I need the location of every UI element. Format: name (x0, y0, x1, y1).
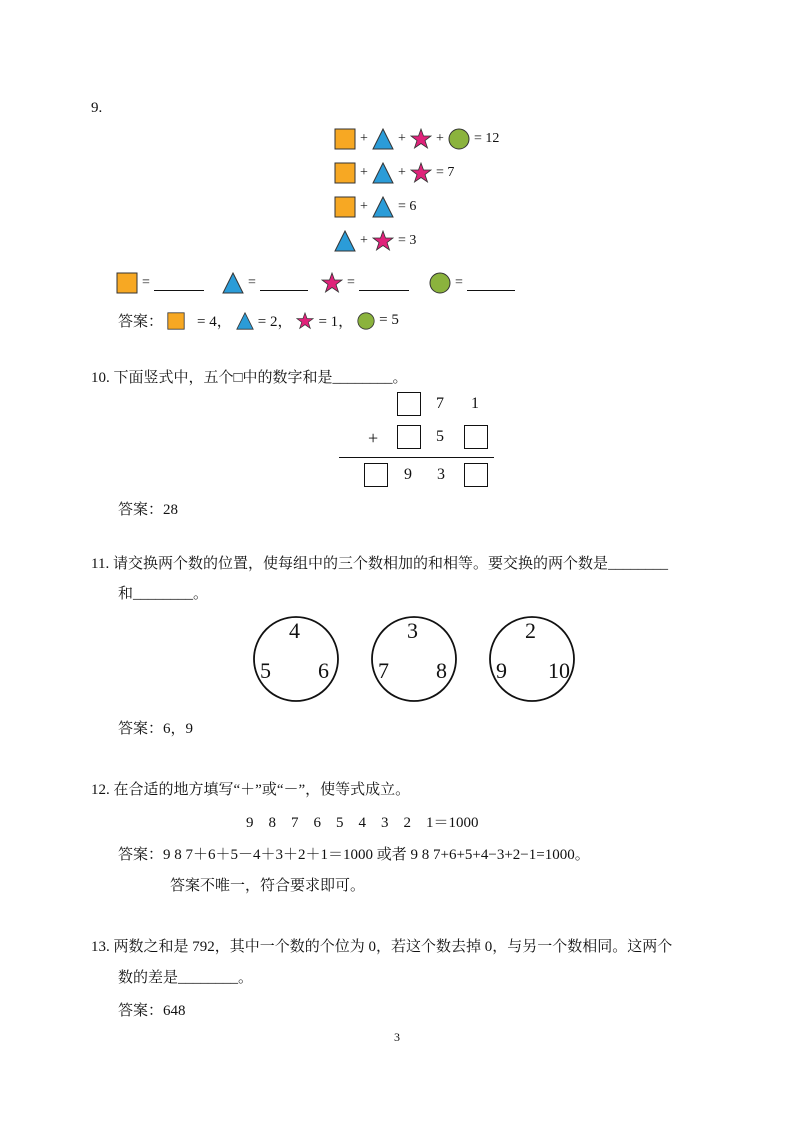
q9-blank-triangle (222, 272, 308, 294)
number-circle (370, 615, 458, 703)
q9-equation-2 (334, 162, 454, 184)
star-icon (410, 162, 432, 184)
q12-answer: 答案：9 8 7＋6＋5－4＋3＋2＋1＝1000 或者 9 8 7+6+5+4−3+2−1=1000。 (118, 847, 590, 863)
square-icon (334, 128, 356, 150)
q10-answer: 答案：28 (118, 502, 179, 518)
circle-number-right: 8 (436, 658, 447, 683)
question-9-number: 9. (91, 100, 103, 116)
q9-blank-star (321, 272, 409, 294)
plus-sign: + (368, 428, 379, 448)
equals-value: = 12 (474, 131, 500, 146)
answer-blank[interactable] (260, 276, 308, 291)
digit: 9 (404, 466, 412, 483)
answer-value: = 4， (197, 314, 232, 330)
equals-value: = 7 (436, 165, 455, 180)
q9-blank-circle (429, 272, 515, 294)
triangle-icon (222, 272, 244, 294)
equals-value: = 6 (398, 199, 417, 214)
digit: 3 (437, 466, 445, 483)
answer-value: = 2， (257, 314, 293, 330)
q9-answer (118, 310, 399, 331)
q12-equation: 9 8 7 6 5 4 3 2 1＝1000 (246, 815, 479, 831)
circle-number-left: 9 (496, 658, 507, 683)
circle-number-left: 7 (378, 658, 389, 683)
circle-icon (357, 312, 375, 330)
plus-sign: + (360, 233, 368, 248)
circle-number-top: 2 (525, 618, 536, 643)
answer-value: = 1， (318, 314, 354, 330)
triangle-icon (236, 312, 254, 330)
triangle-icon (372, 196, 394, 218)
answer-label: 答案： (118, 314, 164, 330)
answer-blank[interactable] (154, 276, 204, 291)
question-13-line2: 数的差是________。 (118, 970, 254, 986)
question-11-line2: 和________。 (118, 586, 209, 602)
star-icon (321, 272, 343, 294)
circle-number-left: 5 (260, 658, 271, 683)
answer-blank[interactable] (359, 276, 409, 291)
equals-sign: = (455, 275, 463, 290)
circle-number-top: 4 (289, 618, 300, 643)
digit-box[interactable] (464, 425, 488, 449)
q11-answer: 答案：6，9 (118, 721, 194, 737)
square-icon (334, 162, 356, 184)
q9-equation-4 (334, 230, 416, 252)
triangle-icon (334, 230, 356, 252)
digit-box[interactable] (397, 425, 421, 449)
square-icon (167, 312, 185, 330)
question-10-text: 10. 下面竖式中，五个□中的数字和是________。 (91, 370, 408, 386)
plus-sign: + (360, 131, 368, 146)
q9-blank-square (116, 272, 204, 294)
q9-equation-3 (334, 196, 416, 218)
digit-box[interactable] (464, 463, 488, 487)
star-icon (372, 230, 394, 252)
plus-sign: + (398, 165, 406, 180)
q9-equation-1 (334, 128, 499, 150)
digit: 7 (436, 395, 444, 412)
digit: 5 (436, 428, 444, 445)
star-icon (296, 312, 314, 330)
square-icon (116, 272, 138, 294)
plus-sign: + (360, 199, 368, 214)
triangle-icon (372, 128, 394, 150)
digit: 1 (471, 395, 479, 412)
q12-note: 答案不唯一，符合要求即可。 (170, 878, 366, 894)
q13-answer: 答案：648 (118, 1003, 186, 1019)
sum-line (339, 457, 494, 458)
circle-number-right: 6 (318, 658, 329, 683)
equals-sign: = (248, 275, 256, 290)
question-13-line1: 13. 两数之和是 792，其中一个数的个位为 0，若这个数去掉 0，与另一个数相同。这两个 (91, 939, 673, 955)
number-circle (488, 615, 576, 703)
circle-number-top: 3 (407, 618, 418, 643)
question-12-text: 12. 在合适的地方填写“＋”或“－”，使等式成立。 (91, 782, 411, 798)
equals-value: = 3 (398, 233, 417, 248)
number-circle (252, 615, 340, 703)
digit-box[interactable] (364, 463, 388, 487)
circle-icon (448, 128, 470, 150)
star-icon (410, 128, 432, 150)
answer-blank[interactable] (467, 276, 515, 291)
circle-number-right: 10 (548, 658, 570, 683)
plus-sign: + (436, 131, 444, 146)
circle-icon (429, 272, 451, 294)
plus-sign: + (398, 131, 406, 146)
question-11-line1: 11. 请交换两个数的位置，使每组中的三个数相加的和相等。要交换的两个数是________ (91, 556, 668, 572)
answer-value: = 5 (379, 312, 399, 328)
triangle-icon (372, 162, 394, 184)
page-number: 3 (394, 1030, 400, 1044)
digit-box[interactable] (397, 392, 421, 416)
square-icon (334, 196, 356, 218)
plus-sign: + (360, 165, 368, 180)
equals-sign: = (142, 275, 150, 290)
equals-sign: = (347, 275, 355, 290)
